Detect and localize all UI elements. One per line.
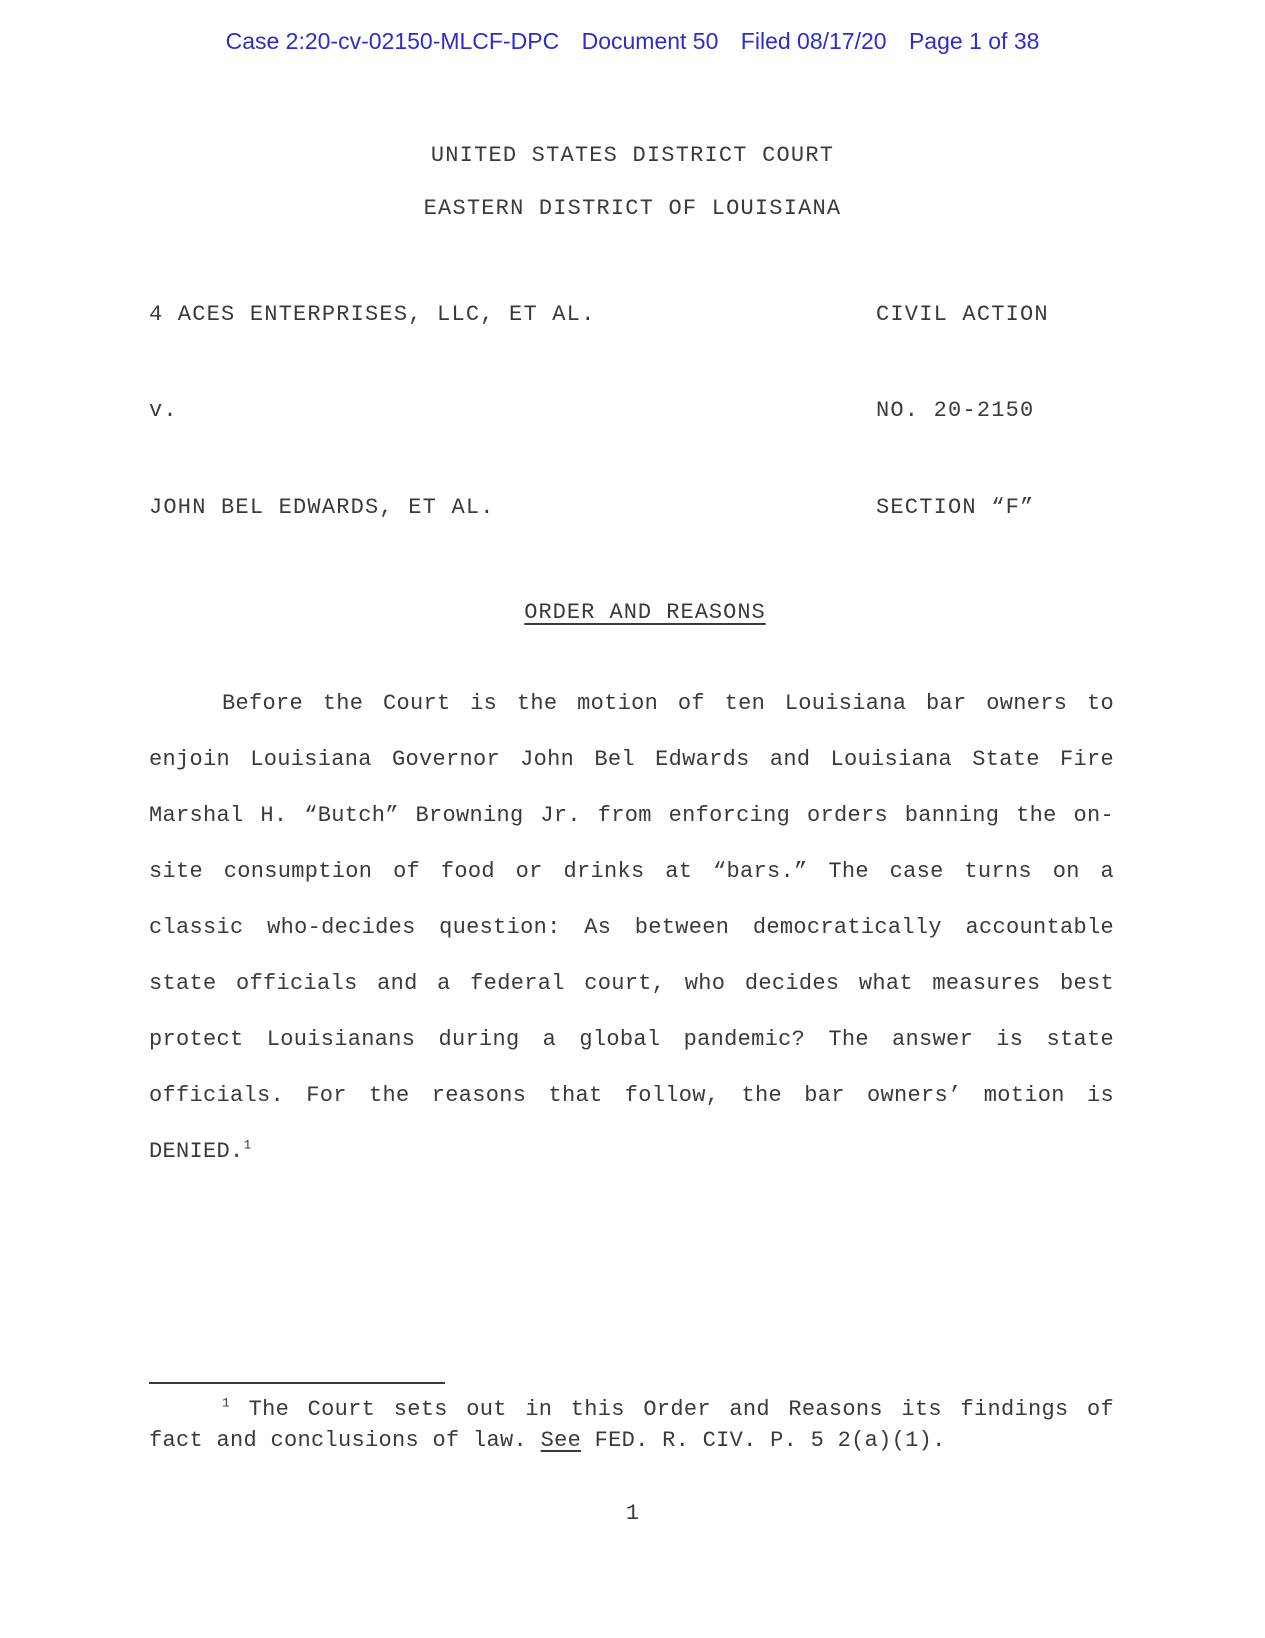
footnote-citation: FED. R. CIV. P. 5 2(a)(1). — [594, 1428, 946, 1453]
footnote-text: The Court sets out in this Order and Reasons its findings of fact and conclusions of law. — [149, 1397, 1114, 1453]
ecf-header-stamp — [0, 28, 1265, 55]
caption-versus: v. — [149, 398, 178, 423]
document-title-text: ORDER AND REASONS — [524, 600, 766, 625]
footnote-see-signal: See — [540, 1428, 582, 1453]
case-number-stamp: Case 2:20-cv-02150-MLCF-DPC — [225, 28, 560, 54]
footnote — [149, 1394, 1114, 1456]
body-paragraph — [149, 676, 1114, 1180]
document-number-stamp: Document 50 — [581, 28, 719, 54]
filed-date-stamp: Filed 08/17/20 — [740, 28, 887, 54]
footnote-divider — [149, 1382, 445, 1384]
caption-section: SECTION “F” — [876, 495, 1035, 520]
caption-action: CIVIL ACTION — [876, 302, 1049, 327]
footnote-marker: 1 — [222, 1395, 231, 1411]
caption-defendant: JOHN BEL EDWARDS, ET AL. — [149, 495, 495, 520]
caption-plaintiff: 4 ACES ENTERPRISES, LLC, ET AL. — [149, 302, 596, 327]
document-title — [0, 600, 1265, 625]
body-paragraph-text: Before the Court is the motion of ten Louisiana bar owners to enjoin Louisiana Governor John Bel Edwards and Louisiana State Fire Marshal H. “Butch” Browning Jr. from enforcing orders banning the on-site consumption of food or drinks at “bars.” The case turns on a classic who-decides question: As between democratically accountable state officials and a federal court, who decides what measures best protect Louisianans during a global pandemic? The answer is state officials. For the reasons that follow, the bar owners’ motion is DENIED. — [149, 691, 1114, 1164]
caption-number: NO. 20-2150 — [876, 398, 1035, 423]
court-name: UNITED STATES DISTRICT COURT — [430, 143, 835, 168]
page-count-stamp: Page 1 of 38 — [908, 28, 1040, 54]
page-number: 1 — [625, 1501, 640, 1526]
footnote-reference[interactable]: 1 — [243, 1137, 252, 1153]
court-district: EASTERN DISTRICT OF LOUISIANA — [423, 196, 842, 221]
